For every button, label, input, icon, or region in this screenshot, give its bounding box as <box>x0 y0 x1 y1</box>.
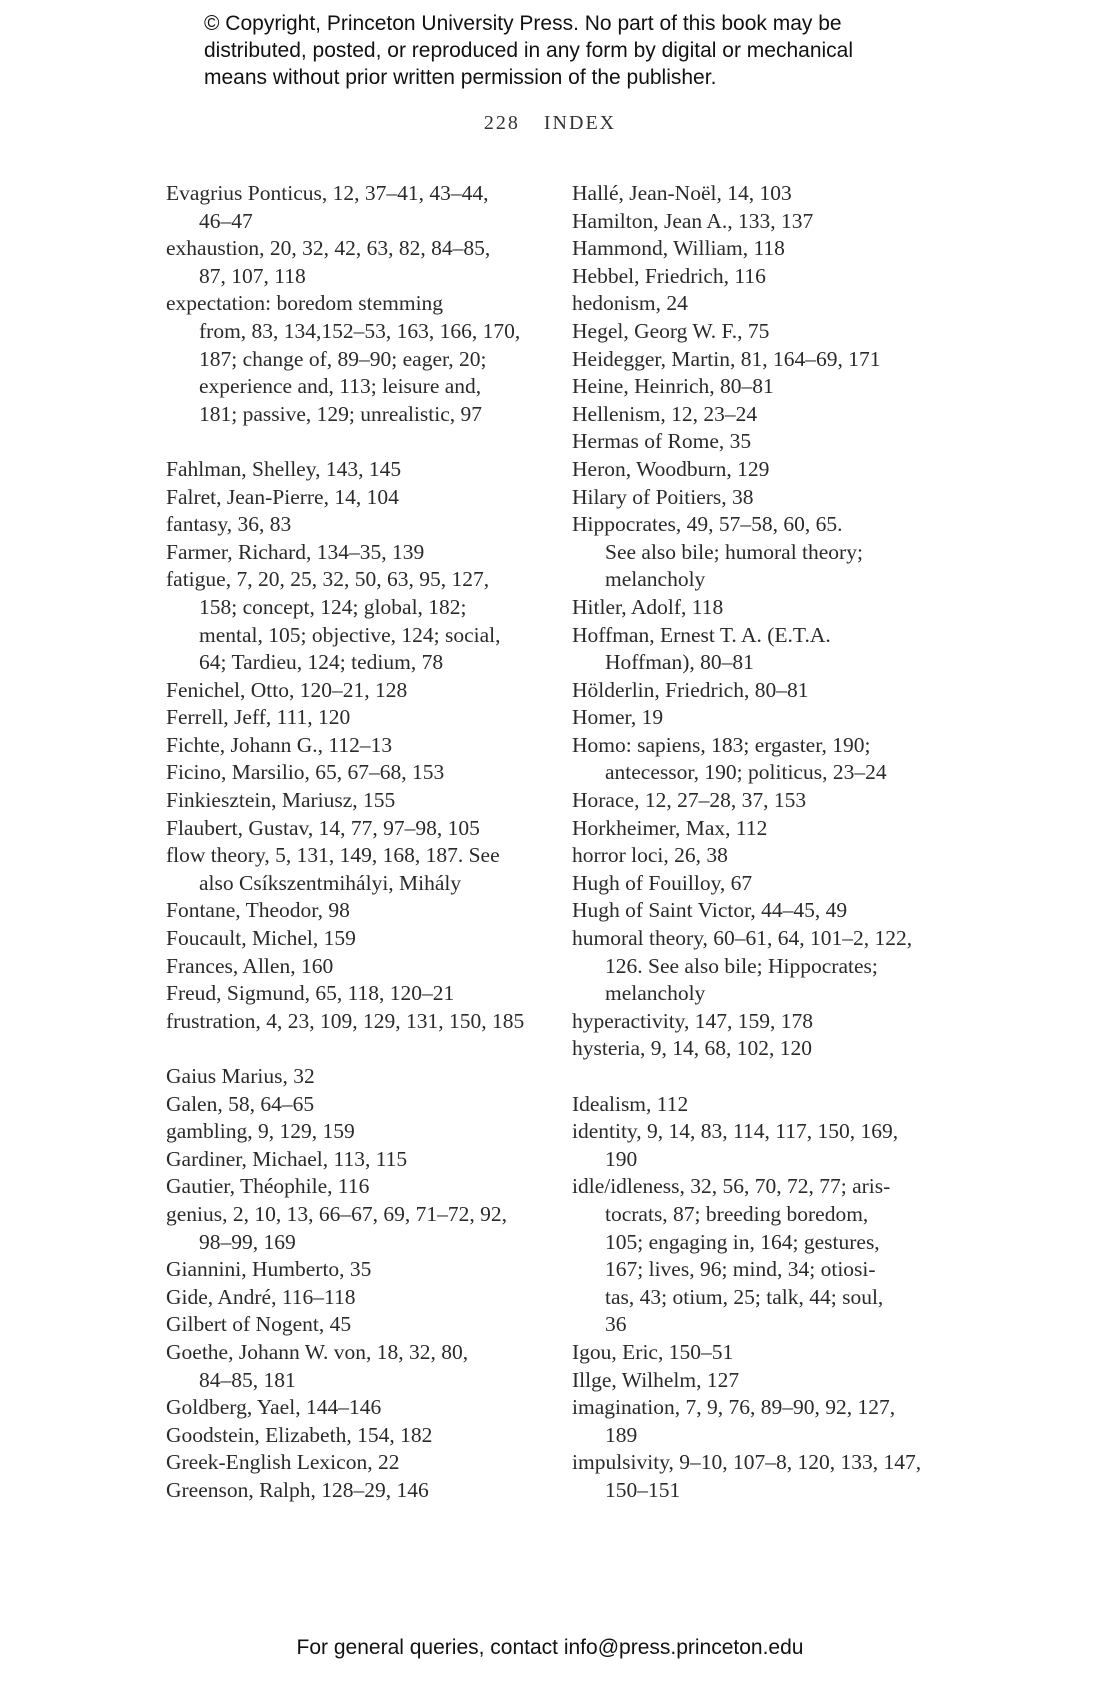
copyright-line: © Copyright, Princeton University Press. No part of this book may be <box>204 12 842 35</box>
index-entry <box>166 1063 546 1091</box>
index-entry-line: hyperactivity, 147, 159, 178 <box>572 1008 814 1033</box>
index-entry-line: Heine, Heinrich, 80–81 <box>572 374 774 399</box>
index-entry-line: exhaustion, 20, 32, 42, 63, 82, 84–85, <box>166 236 491 261</box>
index-entry <box>572 511 952 594</box>
index-entry <box>166 1284 546 1312</box>
index-entry-line: Farmer, Richard, 134–35, 139 <box>166 539 425 564</box>
index-entry-line: Greenson, Ralph, 128–29, 146 <box>166 1477 429 1502</box>
index-entry-line: Greek-English Lexicon, 22 <box>166 1450 400 1475</box>
index-entry <box>572 677 952 705</box>
index-entry <box>166 1008 546 1036</box>
index-entry <box>572 373 952 401</box>
index-entry-line: Evagrius Ponticus, 12, 37–41, 43–44, <box>166 181 489 205</box>
index-entry <box>166 1449 546 1477</box>
index-entry-line: Hugh of Fouilloy, 67 <box>572 870 753 895</box>
index-entry-continuation: 126. See also bile; Hippocrates; <box>605 953 878 978</box>
index-entry <box>572 787 952 815</box>
index-entry <box>572 1339 952 1367</box>
index-entry-line: Galen, 58, 64–65 <box>166 1091 315 1116</box>
index-entry-continuation: See also bile; humoral theory; <box>605 539 863 564</box>
index-entry-line: Hitler, Adolf, 118 <box>572 594 724 619</box>
index-entry-line: identity, 9, 14, 83, 114, 117, 150, 169, <box>572 1119 899 1144</box>
index-entry-continuation: also Csíkszentmihályi, Mihály <box>199 870 462 895</box>
index-column-left <box>166 180 546 1505</box>
index-entry-line: fantasy, 36, 83 <box>166 512 292 537</box>
index-entry-line: Hegel, Georg W. F., 75 <box>572 318 770 343</box>
index-entry <box>572 1035 952 1063</box>
index-entry-line: Homo: sapiens, 183; ergaster, 190; <box>572 732 871 757</box>
index-entry <box>572 346 952 374</box>
index-entry-line: Gautier, Théophile, 116 <box>166 1174 370 1199</box>
index-entry <box>572 1008 952 1036</box>
copyright-line: distributed, posted, or reproduced in any form by digital or mechanical <box>204 39 854 62</box>
index-entry <box>572 1091 952 1119</box>
index-entry <box>572 622 952 677</box>
index-entry-line: Gilbert of Nogent, 45 <box>166 1312 352 1337</box>
index-entry <box>572 594 952 622</box>
index-entry <box>166 1173 546 1201</box>
index-entry <box>572 428 952 456</box>
index-entry-line: horror loci, 26, 38 <box>572 843 728 868</box>
index-entry-continuation: melancholy <box>605 567 706 592</box>
index-entry <box>166 1477 546 1505</box>
index-entry <box>572 401 952 429</box>
index-entry-line: flow theory, 5, 131, 149, 168, 187. See <box>166 843 500 868</box>
index-entry-line: idle/idleness, 32, 56, 70, 72, 77; aris- <box>572 1174 891 1199</box>
index-entry-line: Idealism, 112 <box>572 1091 689 1116</box>
page-number: 228 <box>483 112 520 134</box>
index-entry <box>166 511 546 539</box>
index-entry-line: genius, 2, 10, 13, 66–67, 69, 71–72, 92, <box>166 1201 508 1226</box>
index-entry-line: Hermas of Rome, 35 <box>572 429 752 454</box>
index-entry <box>166 842 546 897</box>
index-entry-continuation: tocrats, 87; breeding boredom, <box>605 1201 869 1226</box>
index-entry-line: Igou, Eric, 150–51 <box>572 1339 734 1364</box>
index-entry <box>166 1311 546 1339</box>
index-entry-line: Fenichel, Otto, 120–21, 128 <box>166 677 408 702</box>
index-entry <box>572 1394 952 1449</box>
index-entry-continuation: mental, 105; objective, 124; social, <box>199 622 501 647</box>
index-entry-line: imagination, 7, 9, 76, 89–90, 92, 127, <box>572 1395 896 1420</box>
index-entry-line: Fontane, Theodor, 98 <box>166 898 350 923</box>
index-entry-line: Heidegger, Martin, 81, 164–69, 171 <box>572 346 881 371</box>
index-entry-line: hysteria, 9, 14, 68, 102, 120 <box>572 1036 813 1061</box>
index-entry-line: Fichte, Johann G., 112–13 <box>166 732 393 757</box>
running-head <box>0 112 1100 135</box>
index-entry-continuation: tas, 43; otium, 25; talk, 44; soul, <box>605 1284 884 1309</box>
index-entry-line: Horace, 12, 27–28, 37, 153 <box>572 788 807 813</box>
index-entry <box>572 897 952 925</box>
index-entry <box>572 925 952 1008</box>
index-entry <box>166 235 546 290</box>
index-entry <box>572 263 952 291</box>
index-entry-continuation: 64; Tardieu, 124; tedium, 78 <box>199 650 444 675</box>
index-entry-line: Hoffman, Ernest T. A. (E.T.A. <box>572 622 831 647</box>
index-entry <box>166 180 546 235</box>
index-entry <box>166 704 546 732</box>
index-entry-line: Goldberg, Yael, 144–146 <box>166 1395 382 1420</box>
index-entry <box>572 732 952 787</box>
index-entry-line: Foucault, Michel, 159 <box>166 926 356 951</box>
index-entry-line: Ferrell, Jeff, 111, 120 <box>166 705 351 730</box>
index-column-right <box>572 180 952 1505</box>
index-entry <box>572 318 952 346</box>
index-entry-continuation: 187; change of, 89–90; eager, 20; <box>199 346 487 371</box>
index-entry-continuation: 84–85, 181 <box>199 1367 296 1392</box>
footer-contact: For general queries, contact info@press.princeton.edu <box>296 1636 804 1659</box>
index-entry <box>572 870 952 898</box>
index-entry <box>166 290 546 428</box>
index-entry-continuation: 150–151 <box>605 1477 681 1502</box>
index-entry-line: Giannini, Humberto, 35 <box>166 1257 372 1282</box>
index-entry-line: Flaubert, Gustav, 14, 77, 97–98, 105 <box>166 815 480 840</box>
index-entry-continuation: 98–99, 169 <box>199 1229 296 1254</box>
index-entry-line: Frances, Allen, 160 <box>166 953 334 978</box>
index-entry <box>572 1118 952 1173</box>
index-entry <box>166 484 546 512</box>
index-entry-line: expectation: boredom stemming <box>166 291 444 316</box>
copyright-notice <box>204 10 964 91</box>
index-entry-continuation: 190 <box>605 1146 638 1171</box>
index-entry-line: Horkheimer, Max, 112 <box>572 815 768 840</box>
index-entry-continuation: Hoffman), 80–81 <box>605 650 754 675</box>
index-entry-line: gambling, 9, 129, 159 <box>166 1119 355 1144</box>
index-entry-line: Hammond, William, 118 <box>572 236 785 261</box>
index-entry <box>572 1449 952 1504</box>
index-entry-continuation: antecessor, 190; politicus, 23–24 <box>605 760 887 785</box>
index-entry <box>572 290 952 318</box>
index-entry <box>166 1394 546 1422</box>
index-entry <box>166 1146 546 1174</box>
index-entry-line: Finkiesztein, Mariusz, 155 <box>166 788 396 813</box>
index-entry <box>166 1256 546 1284</box>
index-entry-line: Hugh of Saint Victor, 44–45, 49 <box>572 898 848 923</box>
index-entry-line: Illge, Wilhelm, 127 <box>572 1367 740 1392</box>
index-entry <box>166 456 546 484</box>
index-entry-line: Hilary of Poitiers, 38 <box>572 484 754 509</box>
index-entry <box>572 484 952 512</box>
index-entry <box>572 235 952 263</box>
index-entry <box>166 1422 546 1450</box>
index-entry <box>166 1091 546 1119</box>
index-entry <box>166 539 546 567</box>
index-entry-continuation: 105; engaging in, 164; gestures, <box>605 1229 880 1254</box>
index-entry-continuation: 158; concept, 124; global, 182; <box>199 594 467 619</box>
index-entry-line: hedonism, 24 <box>572 291 688 316</box>
index-entry-line: Hippocrates, 49, 57–58, 60, 65. <box>572 512 843 537</box>
index-entry <box>572 842 952 870</box>
index-entry <box>166 732 546 760</box>
index-entry <box>572 815 952 843</box>
index-entry <box>166 677 546 705</box>
index-entry <box>572 456 952 484</box>
index-entry-line: Gide, André, 116–118 <box>166 1284 356 1309</box>
index-entry-continuation: 46–47 <box>199 208 253 233</box>
index-entry <box>166 1118 546 1146</box>
index-entry-line: humoral theory, 60–61, 64, 101–2, 122, <box>572 926 913 951</box>
index-entry <box>572 1367 952 1395</box>
index-entry-line: Gaius Marius, 32 <box>166 1064 315 1088</box>
index-entry <box>166 925 546 953</box>
index-entry-line: Goethe, Johann W. von, 18, 32, 80, <box>166 1339 469 1364</box>
index-entry-continuation: 189 <box>605 1422 638 1447</box>
index-entry-continuation: melancholy <box>605 981 706 1006</box>
index-entry-line: Hamilton, Jean A., 133, 137 <box>572 208 814 233</box>
index-entry-continuation: 36 <box>605 1312 627 1337</box>
index-entry <box>166 815 546 843</box>
index-entry <box>166 1339 546 1394</box>
index-entry-line: Ficino, Marsilio, 65, 67–68, 153 <box>166 760 445 785</box>
index-entry-line: Hellenism, 12, 23–24 <box>572 401 758 426</box>
index-entry-continuation: 87, 107, 118 <box>199 263 306 288</box>
index-entry-line: impulsivity, 9–10, 107–8, 120, 133, 147, <box>572 1450 922 1475</box>
index-entry <box>166 980 546 1008</box>
index-entry-line: Goodstein, Elizabeth, 154, 182 <box>166 1422 433 1447</box>
index-entry-line: Gardiner, Michael, 113, 115 <box>166 1146 408 1171</box>
index-entry-line: Hebbel, Friedrich, 116 <box>572 263 766 288</box>
index-entry <box>166 566 546 676</box>
index-entry <box>572 704 952 732</box>
index-entry-continuation: 167; lives, 96; mind, 34; otiosi- <box>605 1257 876 1282</box>
index-entry-continuation: from, 83, 134,152–53, 163, 166, 170, <box>199 318 521 343</box>
index-entry <box>572 180 952 208</box>
index-entry <box>572 1173 952 1339</box>
index-entry-line: Freud, Sigmund, 65, 118, 120–21 <box>166 981 455 1006</box>
copyright-line: means without prior written permission of the publisher. <box>204 66 717 89</box>
index-entry <box>166 759 546 787</box>
index-entry <box>166 787 546 815</box>
index-entry <box>166 897 546 925</box>
index-entry-continuation: experience and, 113; leisure and, <box>199 374 482 399</box>
index-entry-line: Heron, Woodburn, 129 <box>572 456 770 481</box>
index-entry-continuation: 181; passive, 129; unrealistic, 97 <box>199 401 483 426</box>
index-entry <box>166 1201 546 1256</box>
index-entry-line: Hallé, Jean-Noël, 14, 103 <box>572 181 792 205</box>
index-entry-line: Hölderlin, Friedrich, 80–81 <box>572 677 809 702</box>
index-entry <box>166 953 546 981</box>
index-entry-line: Fahlman, Shelley, 143, 145 <box>166 456 402 481</box>
index-entry <box>572 208 952 236</box>
index-entry-line: Falret, Jean-Pierre, 14, 104 <box>166 484 399 509</box>
section-title: INDEX <box>543 112 617 134</box>
index-entry-line: Homer, 19 <box>572 705 664 730</box>
index-entry-line: fatigue, 7, 20, 25, 32, 50, 63, 95, 127, <box>166 567 490 592</box>
index-entry-line: frustration, 4, 23, 109, 129, 131, 150, 185 <box>166 1008 525 1033</box>
